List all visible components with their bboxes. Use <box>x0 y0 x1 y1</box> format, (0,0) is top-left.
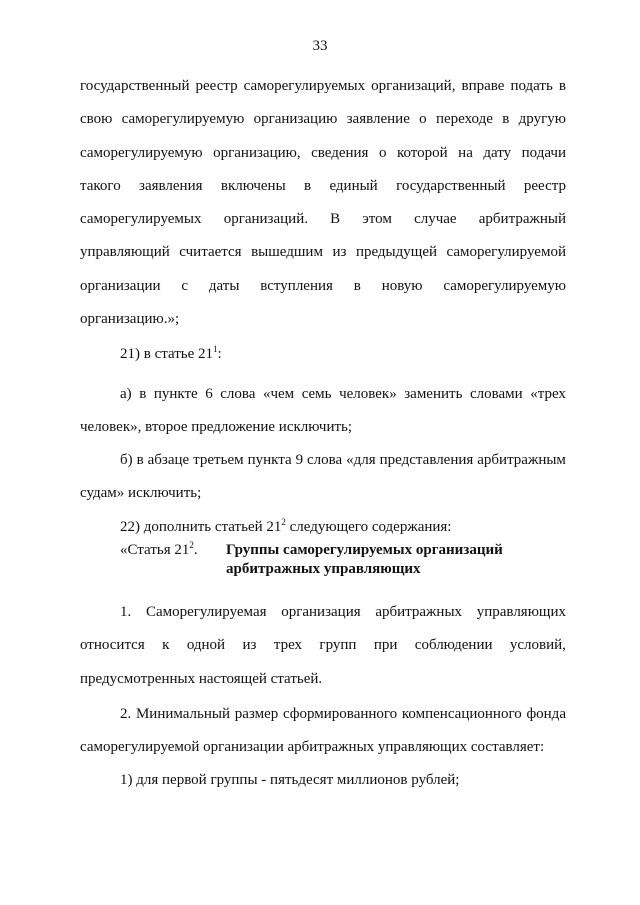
word: размер <box>234 706 279 722</box>
word: саморегулируемых <box>80 211 202 228</box>
subpoint-1 <box>120 764 606 797</box>
word: из <box>332 244 347 261</box>
word: подачи <box>521 144 566 161</box>
word: организаций, <box>371 78 456 94</box>
word: В <box>330 211 341 228</box>
word: о <box>419 111 427 128</box>
word: арбитражным <box>477 452 566 468</box>
word: государственный <box>80 78 190 94</box>
word: семь <box>301 386 332 402</box>
word: в <box>558 78 566 94</box>
word: слова <box>220 386 256 402</box>
text-line <box>80 70 566 103</box>
word: заменить <box>404 386 463 402</box>
text-line: саморегулируемой организации арбитражных управляющих составляет: <box>80 739 545 756</box>
word: единый <box>329 177 378 194</box>
point-1 <box>80 596 566 696</box>
text-line <box>80 236 566 269</box>
text-line: организацию.»; <box>80 311 180 328</box>
word: «трех <box>530 386 566 402</box>
word: переходе <box>435 111 493 128</box>
word: компенсационного <box>401 706 522 722</box>
word: групп <box>319 637 357 654</box>
text-line <box>80 170 566 203</box>
word: одной <box>186 637 226 654</box>
word: соблюдении <box>414 637 493 654</box>
word: государственный <box>396 177 506 194</box>
text-line: 1) для первой группы - пятьдесят миллионов рублей; <box>120 772 460 788</box>
word: реестр <box>523 177 566 194</box>
word: организацию <box>253 111 338 128</box>
word: 6 <box>205 386 213 402</box>
word: Саморегулируемая <box>145 604 267 620</box>
word: 9 <box>295 452 304 468</box>
word: с <box>181 277 189 294</box>
word: включены <box>220 177 286 194</box>
text-line <box>80 270 566 303</box>
word: в <box>136 452 144 468</box>
word: в <box>502 111 510 128</box>
word: саморегулируемых <box>243 78 366 94</box>
word: б) <box>120 452 133 468</box>
article-number: «Статья $21^2$. <box>120 540 198 558</box>
word: пункта <box>247 452 292 468</box>
word: случае <box>414 211 457 228</box>
text-line <box>80 137 566 170</box>
word: арбитражный <box>478 211 566 228</box>
word: «для <box>346 452 376 468</box>
text-line: человек», второе предложение исключить; <box>80 419 353 436</box>
word: предыдущей <box>355 244 438 261</box>
word: 2. <box>120 706 132 722</box>
word: пункте <box>153 386 198 402</box>
text-line <box>80 629 566 662</box>
item-21-b <box>80 444 566 511</box>
page-number: 33 <box>312 38 328 54</box>
word: в <box>139 386 147 402</box>
word: в <box>304 177 312 194</box>
word: организация <box>281 604 361 620</box>
word: вступления <box>260 277 333 294</box>
word: о <box>378 144 387 161</box>
text-line <box>80 698 566 731</box>
item-21-a <box>80 378 566 445</box>
word: дату <box>483 144 512 161</box>
point-2 <box>80 698 566 765</box>
text-line: 22) дополнить статьей $21^2$ следующего содержания: <box>120 517 452 535</box>
word: подать <box>510 78 553 94</box>
text-line <box>80 203 566 236</box>
word: из <box>242 637 257 654</box>
word: новую <box>381 277 423 294</box>
word: фонда <box>526 706 566 722</box>
text-line: судам» исключить; <box>80 485 202 502</box>
word: управляющий <box>80 244 170 261</box>
word: управляющих <box>476 604 566 620</box>
word: человек» <box>339 386 397 402</box>
article-title: Группы саморегулируемых организаций арбитражных управляющих <box>226 542 503 577</box>
word: Минимальный <box>135 706 231 722</box>
word: 1. <box>120 604 132 620</box>
word: сформированного <box>282 706 398 722</box>
word: арбитражных <box>375 604 463 620</box>
item-21 <box>120 338 606 371</box>
word: саморегулируемую <box>443 277 566 294</box>
word: такого <box>80 177 121 194</box>
word: «чем <box>262 386 295 402</box>
word: на <box>458 144 473 161</box>
word: а) <box>120 386 132 402</box>
word: при <box>373 637 398 654</box>
word: трех <box>273 637 303 654</box>
word: саморегулируемой <box>446 244 566 261</box>
word: реестр <box>195 78 238 94</box>
article-heading <box>120 541 560 579</box>
paragraph-continuation <box>80 70 566 336</box>
word: организаций. <box>223 211 308 228</box>
word: которой <box>396 144 448 161</box>
word: вправе <box>461 78 505 94</box>
word: саморегулируемую <box>80 144 203 161</box>
word: даты <box>208 277 240 294</box>
word: слова <box>307 452 343 468</box>
text-line: предусмотренных настоящей статьей. <box>80 670 323 687</box>
word: вышедшим <box>251 244 323 261</box>
text-line <box>80 378 566 411</box>
word: абзаце <box>147 452 190 468</box>
word: третьем <box>193 452 244 468</box>
word: словами <box>469 386 523 402</box>
word: организацию, <box>213 144 301 161</box>
text-line <box>80 444 566 477</box>
word: этом <box>362 211 392 228</box>
word: другую <box>518 111 566 128</box>
word: представления <box>379 452 474 468</box>
word: к <box>162 637 170 654</box>
text-line <box>80 596 566 629</box>
text-line <box>80 103 566 136</box>
text-line: 21) в статье $21^1$: <box>120 344 222 362</box>
word: свою <box>80 111 113 128</box>
word: заявление <box>346 111 410 128</box>
word: сведения <box>311 144 369 161</box>
word: условий, <box>509 637 566 654</box>
word: саморегулируемую <box>121 111 245 128</box>
word: в <box>353 277 361 294</box>
word: организации <box>80 277 161 294</box>
word: считается <box>179 244 242 261</box>
word: относится <box>80 637 145 654</box>
word: заявления <box>139 177 203 194</box>
